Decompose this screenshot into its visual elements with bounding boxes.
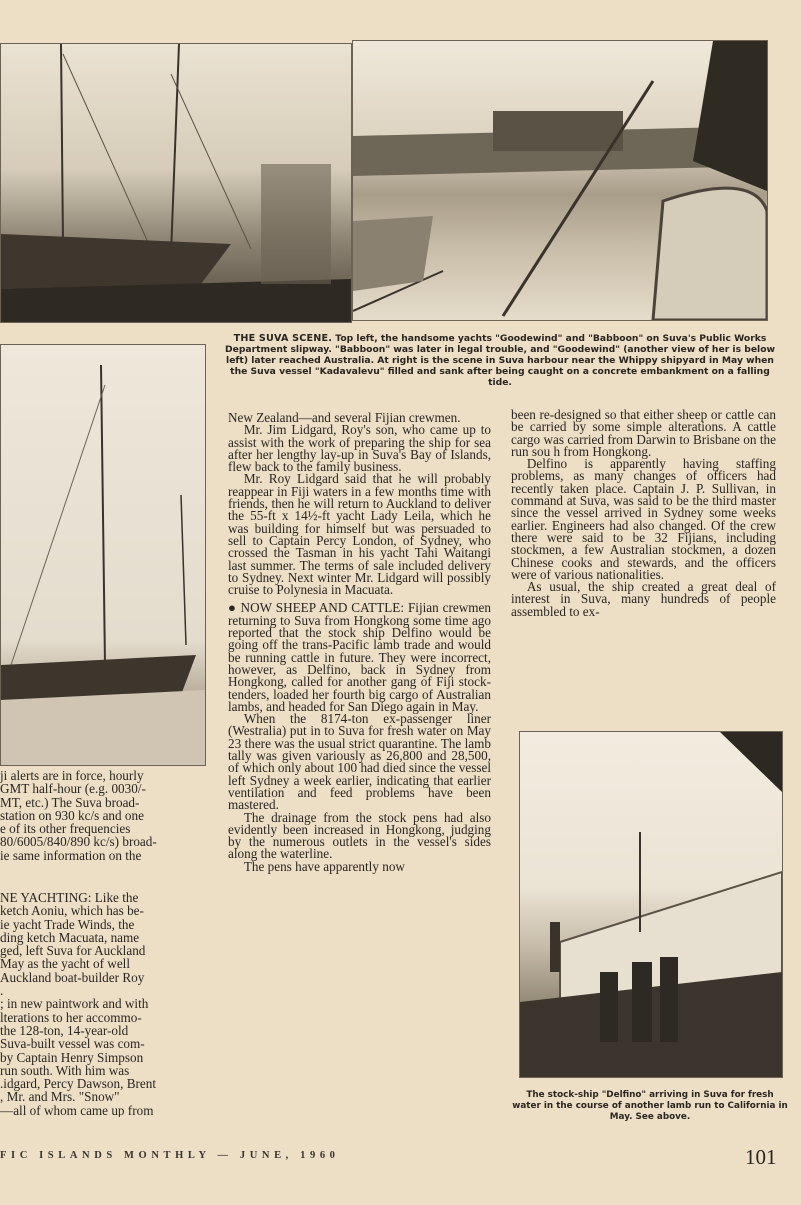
left-column-fragment-a	[0, 769, 206, 862]
frag-line: .idgard, Percy Dawson, Brent	[0, 1076, 157, 1092]
article-column-middle	[228, 412, 491, 1128]
frag-line: lterations to her accommo-	[0, 1009, 142, 1025]
paragraph: When the 8174-ton ex-passenger liner (Westralia) put in to Suva for fresh water on May 23 there was the usual strict quarantine. The lamb tally was given variously as 26,800 and 28,500, of which only about 100 had died since the vessel left Sydney a week earlier, indicating that earlier ventilation and feed problems have been mastered.	[228, 711, 491, 813]
frag-line: NE YACHTING: Like the	[0, 891, 139, 905]
section-paragraph: ● NOW SHEEP AND CATTLE: Fijian crewmen returning to Suva from Hongkong some time ago reported that the stock ship Delfino would be going off the trans-Pacific lamb trade and would be running cattle in future. They were incorrect, however, as Delfino, back in Sydney from Hongkong, called for another gang of Fiji stock-tenders, loaded her fourth big cargo of Australian lambs, and headed for San Diego again in May.	[228, 600, 491, 714]
photo-goodewind-yacht	[0, 344, 206, 766]
frag-line: 80/6005/840/890 kc/s) broad-	[0, 834, 157, 850]
photo-yachts-slipway	[0, 43, 352, 323]
caption-text: Top left, the handsome yachts "Goodewind" and "Babboon" on Suva's Public Works Department slipway. "Babboon" was later in legal trouble, and "Goodewind" (another view of her is below left) later reached Australia. At right is the scene in Suva harbour near the Whippy shipyard in May when the Suva vessel "Kadavalevu" filled and sank after being caught on a concrete embankment on a falling tide.	[224, 333, 776, 388]
paragraph: New Zealand—and several Fijian crewmen.	[228, 412, 461, 425]
frag-line: ; in new paintwork and with	[0, 996, 149, 1012]
paragraph: Mr. Jim Lidgard, Roy's son, who came up to assist with the work of preparing the ship for sea after her lengthy lay-up in Suva's Bay of Islands, flew back to the family business.	[228, 422, 491, 475]
paragraph: The drainage from the stock pens had also evidently been increased in Hongkong, judging by the numerous outlets in the vessel's sides along the waterline.	[228, 809, 491, 862]
photo-kadavalevu-sunk	[352, 40, 768, 321]
frag-line: ie yacht Trade Winds, the	[0, 916, 135, 932]
paragraph: The pens have apparently now	[243, 858, 405, 874]
frag-line: ie same information on the	[0, 847, 142, 863]
frag-line: , Mr. and Mrs. "Snow"	[0, 1089, 120, 1105]
paragraph: As usual, the ship created a great deal of interest in Suva, many hundreds of people assembled to ex-	[511, 579, 776, 619]
paragraph: been re-designed so that either sheep or cattle can be carried by some simple alterations. A cattle cargo was carried from Darwin to Brisbane on the run sou h from Hongkong.	[511, 409, 776, 459]
frag-line: GMT half-hour (e.g. 0030/-	[0, 781, 146, 797]
photo-delfino-arriving	[519, 731, 783, 1078]
caption-lead: THE SUVA SCENE.	[233, 333, 333, 344]
frag-line: run south. With him was	[0, 1062, 130, 1078]
article-column-right	[511, 409, 776, 721]
frag-line: MT, etc.) The Suva broad-	[0, 794, 140, 810]
delfino-photo-caption: The stock-ship "Delfino" arriving in Suva for fresh water in the course of another lamb run to California in May. See above.	[512, 1090, 788, 1122]
frag-line: Auckland boat-builder Roy	[0, 969, 145, 985]
frag-line: Suva-built vessel was com-	[0, 1036, 145, 1052]
paragraph: Delfino is apparently having staffing problems, as many changes of officers had recently taken place. Captain J. P. Sullivan, in command at Suva, was said to be the third master since the vessel arrived in Sydney some weeks earlier. Engineers had also changed. Of the crew there were said to be 32 Fijians, including stockmen, a few Australian stockmen, a dozen Chinese cooks and stewards, and the officers were of various nationalities.	[511, 456, 776, 582]
frag-line: ji alerts are in force, hourly	[0, 769, 144, 783]
frag-line: the 128-ton, 14-year-old	[0, 1022, 129, 1038]
frag-line: May as the yacht of well	[0, 956, 131, 972]
frag-line: —all of whom came up from	[0, 1102, 154, 1118]
frag-line: station on 930 kc/s and one	[0, 807, 144, 823]
page-number: 101	[745, 1145, 777, 1169]
paragraph: Mr. Roy Lidgard said that he will probably reappear in Fiji waters in a few months time with friends, then he will return to Auckland to deliver the 55-ft x 14½-ft yacht Lady Leila, which he was building for himself but was persuaded to sell to Captain Percy London, of Sydney, who crossed the Tasman in his yacht Tahi Waitangi last summer. The terms of sale included delivery to Sydney. Next winter Mr. Lidgard will possibly cruise to Polynesia in Macuata.	[228, 471, 491, 598]
frag-line: e of its other frequencies	[0, 821, 131, 837]
top-photo-caption	[222, 333, 778, 388]
frag-line: by Captain Henry Simpson	[0, 1049, 144, 1065]
left-column-fragment-b	[0, 891, 206, 1117]
magazine-footer: FIC ISLANDS MONTHLY — JUNE, 1960	[0, 1150, 340, 1161]
frag-line: ding ketch Macuata, name	[0, 929, 140, 945]
frag-line: .	[0, 983, 4, 999]
frag-line: ketch Aoniu, which has be-	[0, 903, 144, 919]
frag-line: ged, left Suva for Auckland	[0, 943, 146, 959]
